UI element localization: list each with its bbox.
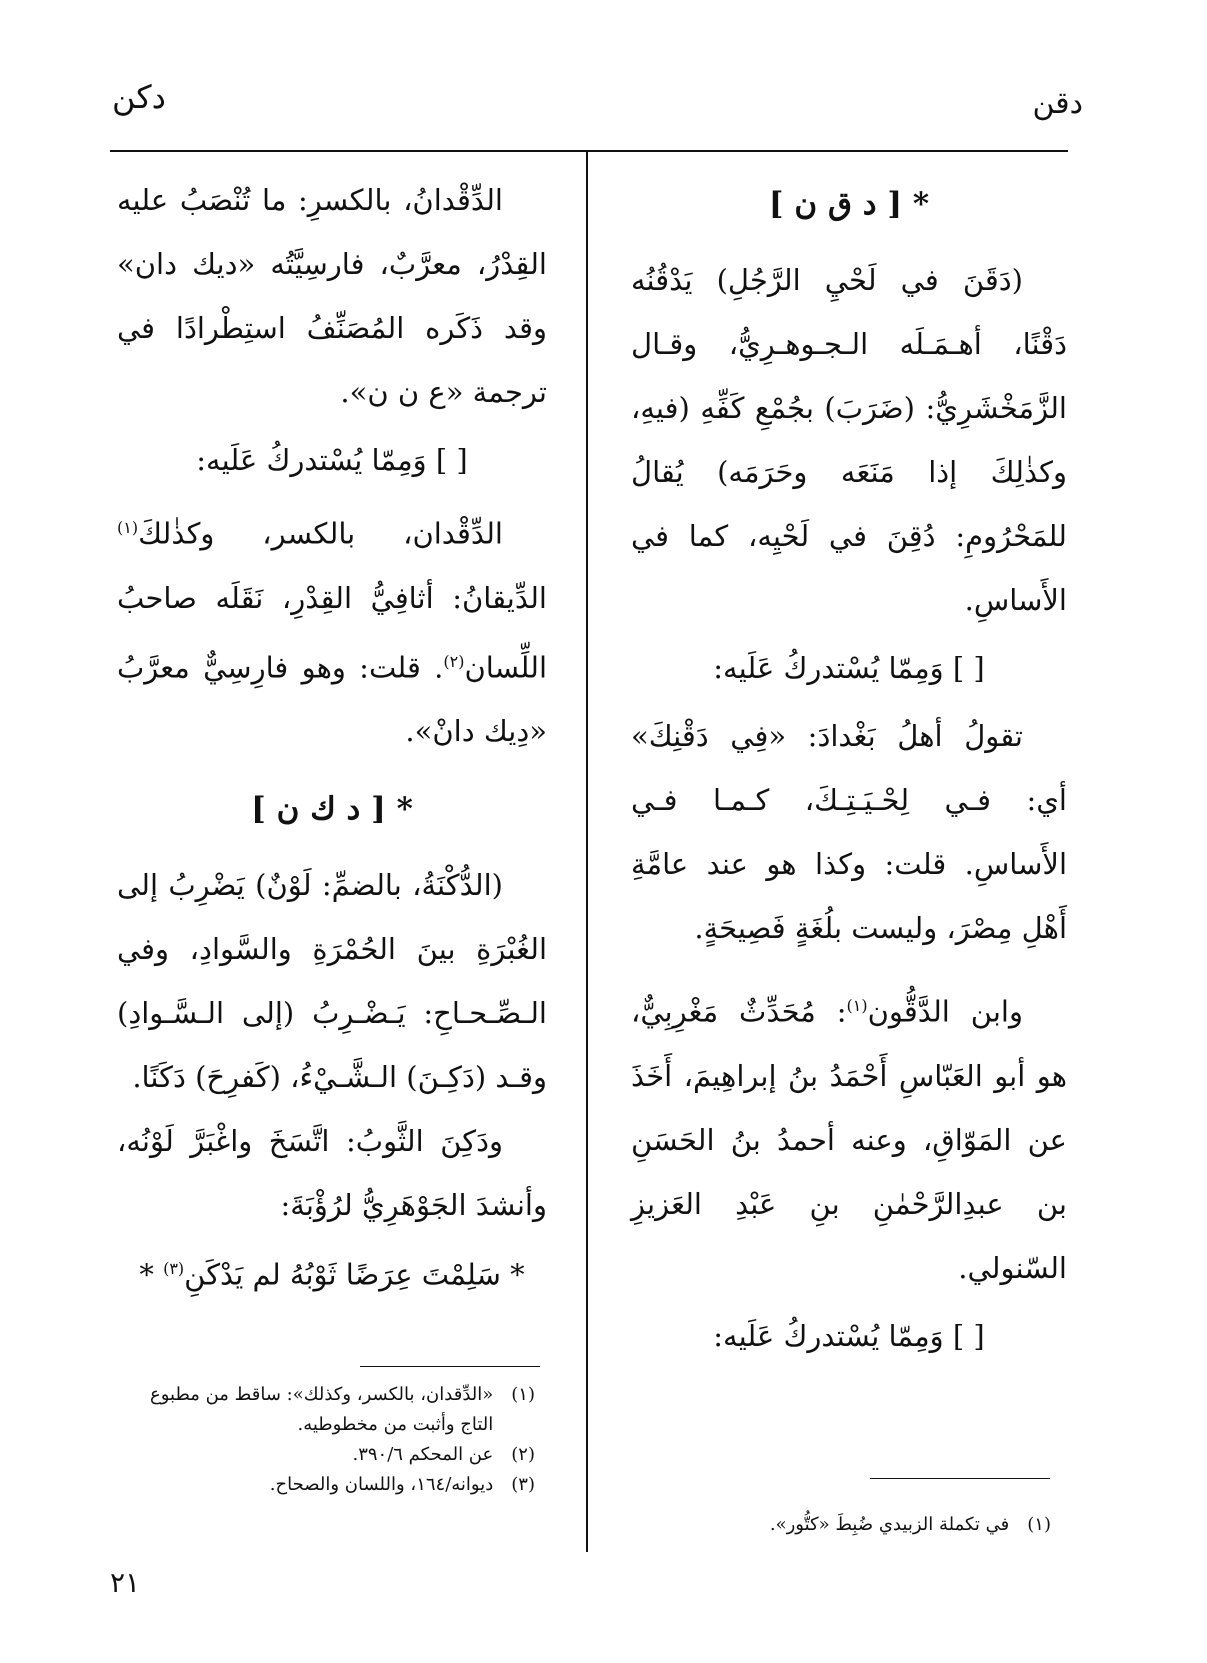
entry-dqn-paragraph-2: تقولُ أهلُ بَغْدادَ: «فِي دَقْنِكَ» أي: فـي لِحْـيَـتِـكَ، كـمـا فـي الأَساسِ. قلت: وكذا هو عند عامَّةِ أَهْلِ مِصْرَ، وليست بلُغَةٍ فَصِيحَةٍ. — [631, 719, 1067, 945]
right-column — [631, 168, 1067, 1372]
footnote-ref-1-left: (١) — [117, 518, 139, 537]
footnotes-right — [631, 1510, 1051, 1540]
entry-heading-dkn: * [ د ك ن ] — [251, 791, 413, 828]
footnote-text: في تكملة الزبيدي ضُبِطَ «كتُّور». — [769, 1514, 1010, 1535]
entry-ddqdan-paragraph: الدِّقْدانُ، بالكسرِ: ما تُنْصَبُ عليه القِدْرُ، معرَّبٌ، فارسِيَّتُه «ديك دان» وقد ذَكَره المُصَنِّفُ استِطْرادًا في ترجمة «ع ن ن». — [117, 183, 547, 409]
footnote-number: (١) — [511, 1384, 535, 1405]
footnote-ref-2-left: (٢) — [443, 651, 465, 671]
verse-line — [117, 1237, 547, 1307]
page-number: ٢١ — [110, 1566, 141, 1599]
istidrak-label-1: [ ] وَمِمّا يُسْتدركُ عَلَيه: — [713, 651, 985, 685]
footnote-item — [115, 1440, 535, 1470]
column-divider — [586, 152, 588, 1552]
running-head-right: دقن — [1032, 86, 1083, 121]
footnote-text: «الدِّقدان، بالكسر، وكذلك»: ساقط من مطبوع التاج وأثبت من مخطوطيه. — [149, 1384, 494, 1435]
p1-mid: الدِّيقانُ: أثافِيُّ القِدْرِ، نَقَلَه صاحبُ اللِّسان — [117, 580, 547, 685]
footnote-ref-1: (١) — [846, 996, 868, 1015]
entry-dqn-paragraph-3 — [631, 974, 1067, 1300]
footnote-item — [631, 1510, 1051, 1540]
header-rule — [110, 150, 1068, 152]
p1-after: . قلت: وهو فارِسِيٌّ معرَّبُ «دِيك دانْ». — [117, 650, 547, 749]
footnote-number: (١) — [1027, 1514, 1051, 1535]
entry-dkn-paragraph-1: (الدُّكْنَةُ، بالضمِّ: لَوْنٌ) يَضْرِبُ إلى الغُبْرَةِ بينَ الحُمْرَةِ والسَّوادِ، وفي الـصِّـحـاحِ: يَـضْـرِبُ (إلى الـسَّـوادِ) وقـد (دَكِـنَ) الـشَّـيْءُ، (كَفرِحَ) دَكَنًا. — [117, 868, 547, 1095]
footnote-item — [115, 1380, 535, 1440]
footnote-item — [115, 1470, 535, 1500]
footnote-rule-left — [360, 1366, 540, 1367]
entry-dkn-paragraph-2: ودَكِنَ الثَّوبُ: اتَّسَخَ واغْبَرَّ لَوْنُه، وأنشدَ الجَوْهَرِيُّ لرُؤْبَةَ: — [117, 1124, 547, 1223]
footnote-text: عن المحكم ٣٩٠/٦. — [352, 1444, 494, 1465]
entry-diqan-paragraph — [117, 496, 547, 763]
footnote-number: (٢) — [511, 1444, 535, 1465]
footnote-ref-3-left: (٣) — [163, 1259, 185, 1279]
footnotes-left — [115, 1380, 535, 1500]
p3-after: : مُحَدِّثٌ مَغْرِبِيٌّ، هو أبو العَبّاسِ أَحْمَدُ بنُ إبراهِيمَ، أَخَذَ عن المَوّاقِ، وعنه أحمدُ بنُ الحَسَنِ بن عبدِالرَّحْمٰنِ بنِ عَبْدِ العَزيزِ السّنولي. — [631, 994, 1067, 1285]
footnote-number: (٣) — [511, 1474, 535, 1495]
p3-before: وابن الدَّقُّون — [867, 994, 1023, 1029]
verse-after: * — [139, 1257, 164, 1292]
entry-heading-dqn: * [ د ق ن ] — [768, 186, 930, 222]
entry-dqn-paragraph-1: (دَقَنَ في لَحْيِ الرَّجُلِ) يَدْقُنُه دَقْنًا، أهـمَـلَه الـجـوهـرِيُّ، وقـال الزَّمَخْشَرِيُّ: (ضَرَبَ) بجُمْعِ كَفِّهِ (فيهِ، وكذٰلِكَ إذا مَنَعَه وحَرَمَه) يُقالُ للمَحْرُومِ: دُقِنَ في لَحْيِه، كما في الأَساسِ. — [631, 263, 1067, 617]
footnote-rule-right — [870, 1478, 1050, 1479]
istidrak-label-left: [ ] وَمِمّا يُسْتدركُ عَلَيه: — [196, 443, 468, 477]
p1-before: الدِّقْدان، بالكسر، وكذٰلكَ — [138, 516, 503, 551]
running-head-left: دكن — [112, 78, 166, 116]
istidrak-label-2: [ ] وَمِمّا يُسْتدركُ عَلَيه: — [713, 1318, 985, 1353]
left-column — [117, 168, 547, 1307]
footnote-text: ديوانه/١٦٤، واللسان والصحاح. — [269, 1474, 494, 1495]
verse-before: * سَلِمْتَ عِرَضًا ثَوْبُهُ لم يَدْكَنِ — [184, 1257, 525, 1292]
